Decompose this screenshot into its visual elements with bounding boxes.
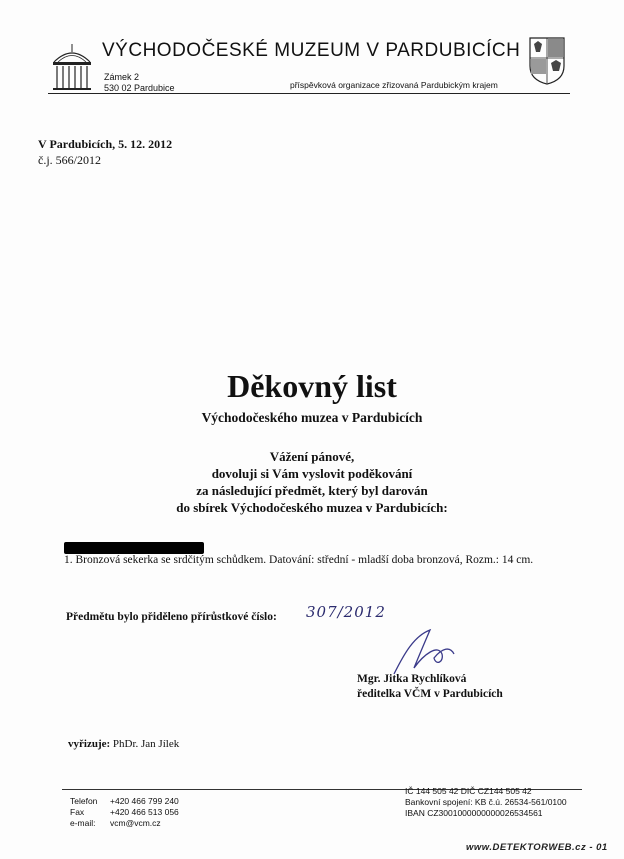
organization-note: příspěvková organizace zřizovaná Pardubickým krajem — [290, 80, 498, 90]
iban: IBAN CZ3001000000000026534561 — [405, 808, 543, 818]
accession-label: Předmětu bylo přiděleno přírůstkové číslo: — [66, 611, 277, 623]
footer-bank — [405, 786, 567, 819]
watermark: www.DETEKTORWEB.cz - 01 — [466, 842, 608, 853]
fax-number: +420 466 513 056 — [110, 807, 179, 817]
thank-you-text — [0, 448, 624, 516]
institution-name: VÝCHODOČESKÉ MUZEUM V PARDUBICÍCH — [102, 40, 521, 61]
salutation: Vážení pánové, — [269, 449, 355, 464]
body-line: za následující předmět, který byl darován — [196, 483, 428, 498]
email-address: vcm@vcm.cz — [110, 818, 161, 828]
redaction-bar — [64, 542, 204, 554]
address-city: 530 02 Pardubice — [104, 83, 175, 93]
reference-block — [38, 136, 172, 168]
email-label: e-mail: — [70, 818, 96, 828]
museum-logo-icon — [50, 42, 94, 92]
address-street: Zámek 2 — [104, 72, 140, 82]
handled-by-label: vyřizuje: — [68, 738, 111, 750]
company-ids: IČ 144 505 42 DIČ CZ144 505 42 — [405, 786, 532, 796]
institution-address — [104, 72, 175, 94]
signatory — [357, 672, 503, 702]
body-line: do sbírek Východočeského muzea v Pardubicích: — [176, 500, 448, 515]
phone-number: +420 466 799 240 — [110, 796, 179, 806]
place-date: V Pardubicích, 5. 12. 2012 — [38, 137, 173, 151]
coat-of-arms-icon — [528, 36, 566, 86]
accession-number-handwritten: 307/2012 — [306, 603, 386, 621]
phone-label: Telefon — [70, 796, 98, 806]
signatory-name: Mgr. Jitka Rychlíková — [357, 673, 467, 685]
document-title: Děkovný list — [227, 368, 397, 404]
reference-number: č.j. 566/2012 — [38, 153, 101, 167]
handled-by-name: PhDr. Jan Jílek — [112, 738, 180, 750]
document-subtitle: Východočeského muzea v Pardubicích — [201, 410, 423, 425]
body-line: dovoluji si Vám vyslovit poděkování — [211, 466, 413, 481]
signatory-role: ředitelka VČM v Pardubicích — [357, 688, 503, 700]
donated-item: 1. Bronzová sekerka se srdčitým schůdkem. Datování: střední - mladší doba bronzová, Rozm.: 14 cm. — [64, 554, 534, 566]
fax-label: Fax — [70, 807, 85, 817]
header-divider — [48, 93, 570, 94]
footer-contacts — [70, 796, 179, 829]
handled-by — [68, 738, 179, 750]
bank-account: Bankovní spojení: KB č.ú. 26534-561/0100 — [405, 797, 567, 807]
